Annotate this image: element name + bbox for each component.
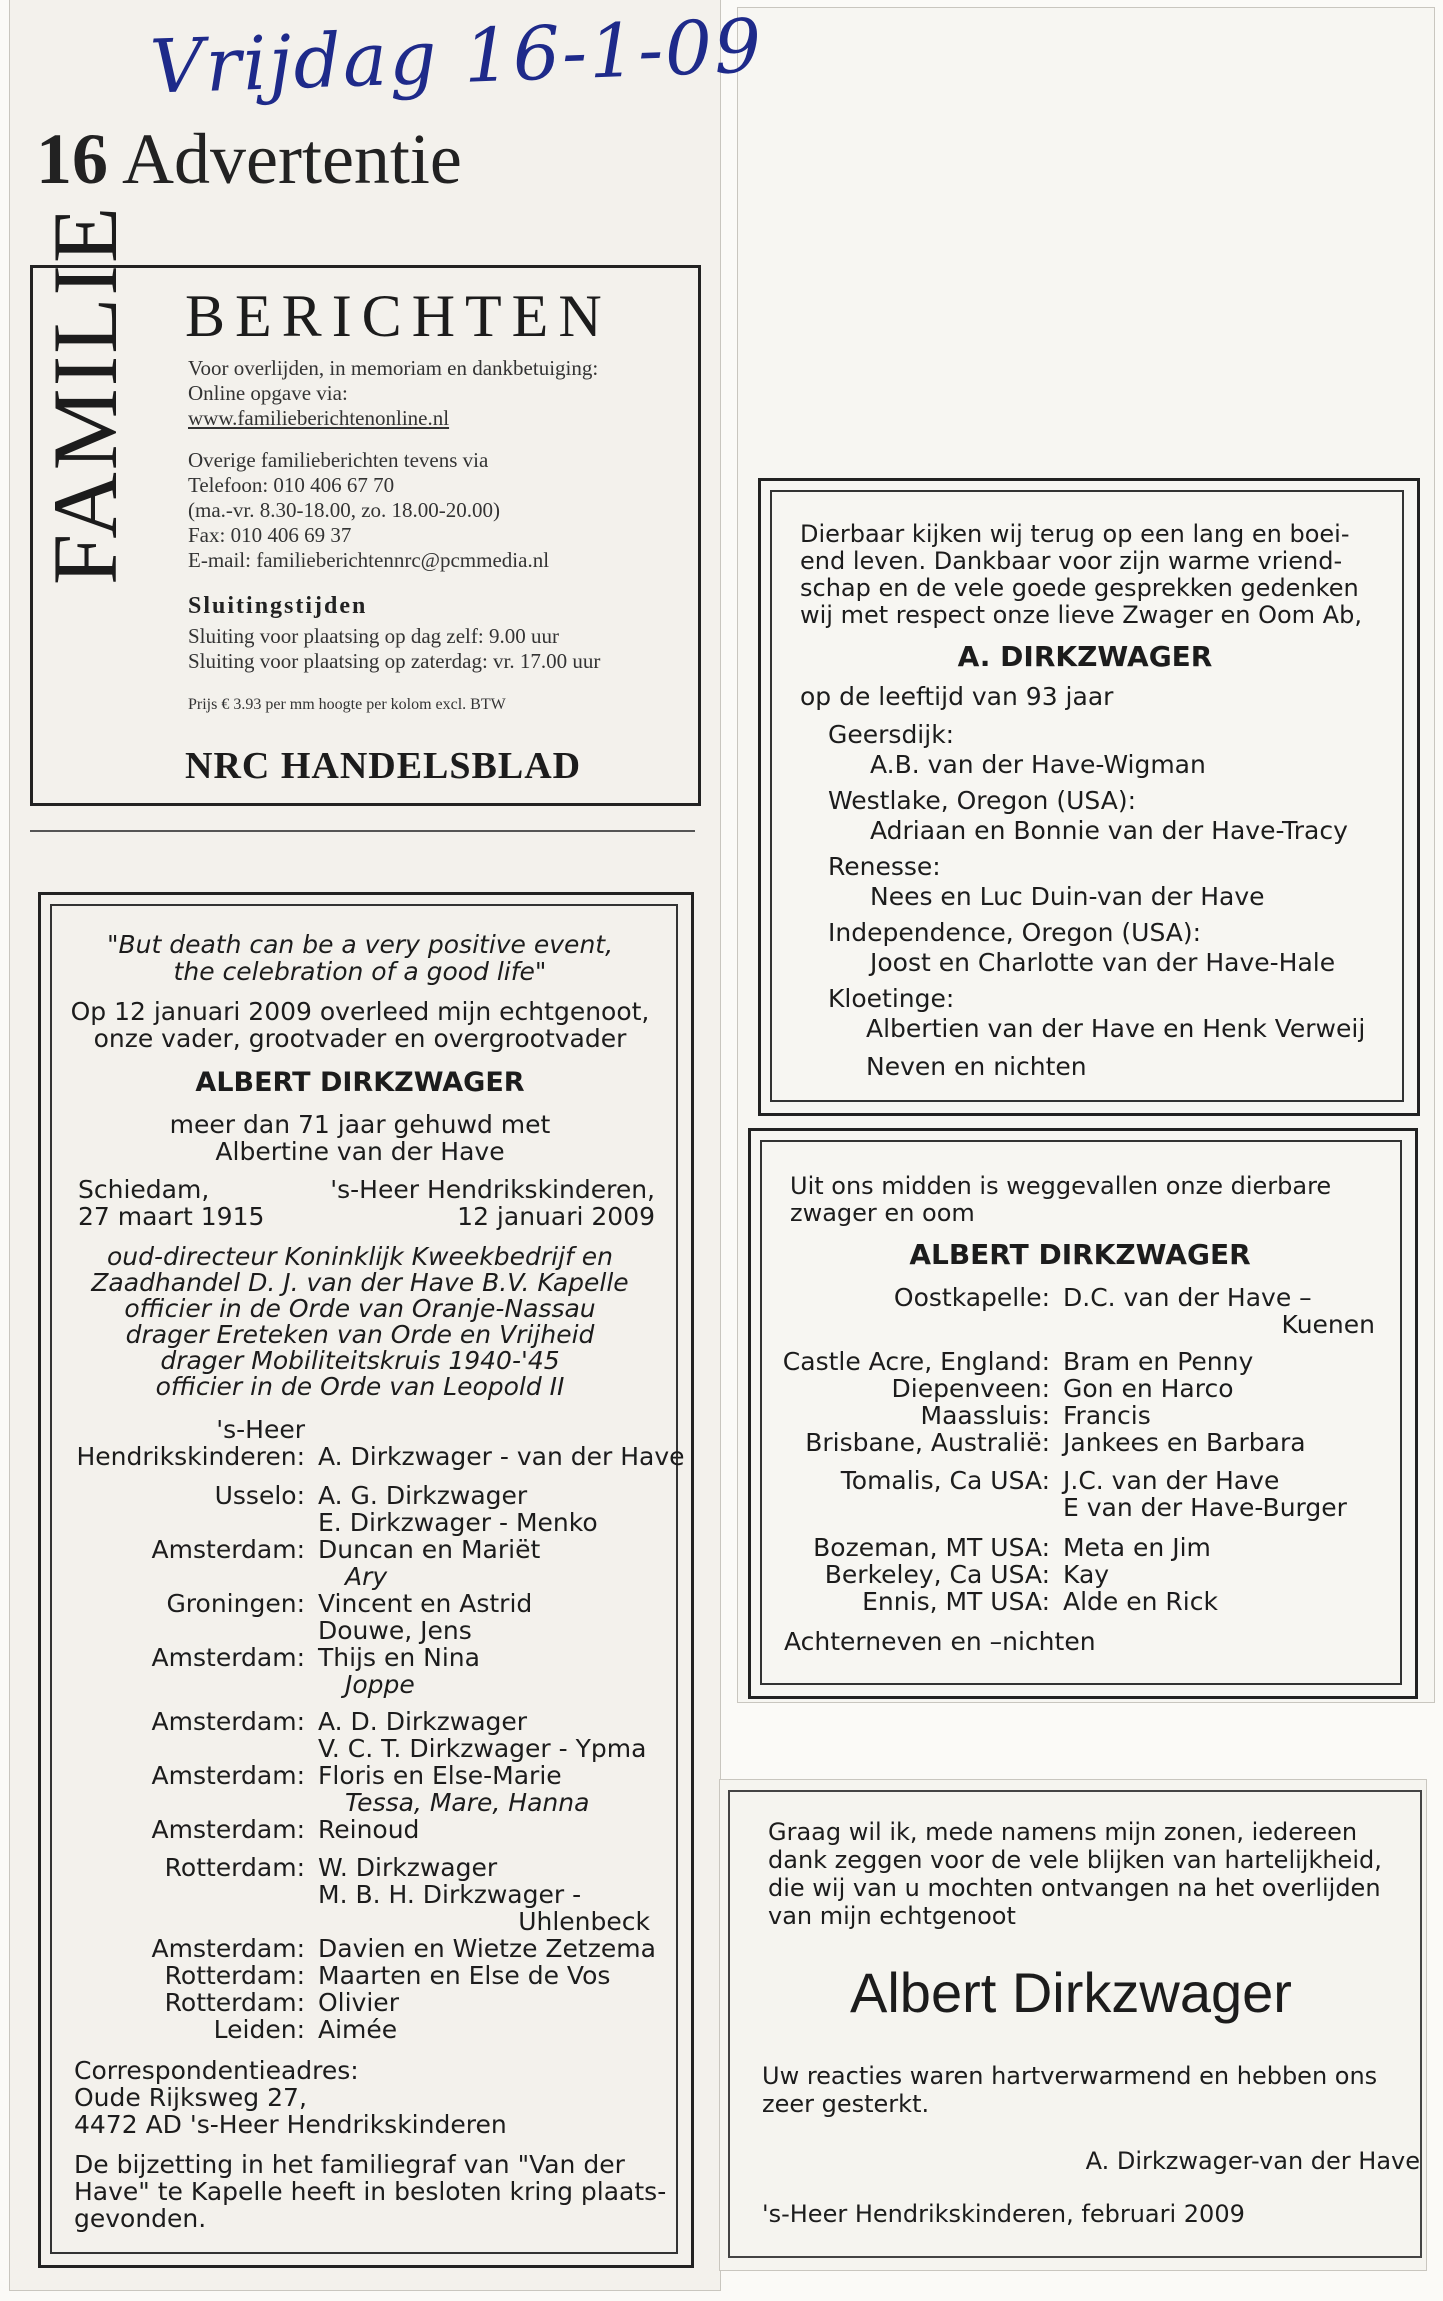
info-line: Online opgave via:: [188, 381, 348, 405]
intro-line: schap en de vele goede gesprekken gedenken: [800, 574, 1359, 602]
title-line: oud-directeur Koninklijk Kweekbedrijf en: [106, 1242, 614, 1271]
family-names: Olivier: [318, 1988, 399, 2017]
price-line: Prijs € 3.93 per mm hoogte per kolom excl. BTW: [188, 696, 506, 713]
family-place: Westlake, Oregon (USA):: [828, 786, 1136, 815]
family-place: Berkeley, Ca USA:: [824, 1560, 1050, 1589]
birth-place: Schiedam,: [78, 1175, 210, 1204]
signature: A. Dirkzwager-van der Have: [1085, 2147, 1420, 2175]
family-place: Groningen:: [166, 1589, 305, 1618]
family-place: Tomalis, Ca USA:: [840, 1466, 1050, 1495]
family-names: Davien en Wietze Zetzema: [318, 1934, 656, 1963]
family-names: Bram en Penny: [1063, 1347, 1254, 1376]
closing-line: Achterneven en –nichten: [784, 1627, 1096, 1656]
family-names: Aimée: [318, 2015, 398, 2044]
family-names: Vincent en Astrid: [318, 1589, 533, 1618]
deceased-name: ALBERT DIRKZWAGER: [195, 1067, 525, 1098]
intro-line: Uit ons midden is weggevallen onze dierbare: [790, 1172, 1332, 1200]
family-grandchildren: Ary: [345, 1562, 388, 1591]
family-names: Douwe, Jens: [318, 1616, 472, 1645]
sluitingstijden-heading: Sluitingstijden: [188, 593, 368, 619]
family-names: Floris en Else-Marie: [318, 1761, 562, 1790]
age-line: op de leeftijd van 93 jaar: [800, 682, 1114, 711]
familie-vertical-title: FAMILIE: [34, 204, 136, 585]
married-line: Albertine van der Have: [215, 1137, 505, 1166]
intro-line: Op 12 januari 2009 overleed mijn echtgenoot,: [70, 997, 650, 1026]
family-names: V. C. T. Dirkzwager - Ypma: [318, 1734, 647, 1763]
family-names: Uhlenbeck: [518, 1907, 650, 1936]
family-names: Joost en Charlotte van der Have-Hale: [870, 948, 1336, 977]
family-names: Duncan en Mariët: [318, 1535, 541, 1564]
family-place: Ennis, MT USA:: [862, 1587, 1050, 1616]
family-names: Reinoud: [318, 1815, 420, 1844]
married-line: meer dan 71 jaar gehuwd met: [169, 1110, 551, 1139]
family-place: Geersdijk:: [828, 720, 955, 749]
family-names: A. D. Dirkzwager: [318, 1707, 528, 1736]
deceased-name: ALBERT DIRKZWAGER: [909, 1238, 1251, 1271]
family-names: A. G. Dirkzwager: [318, 1481, 528, 1510]
family-names: Albertien van der Have en Henk Verweij: [866, 1014, 1366, 1043]
intro-line: Dierbaar kijken wij terug op een lang en boei-: [800, 520, 1350, 548]
family-names: Adriaan en Bonnie van der Have-Tracy: [870, 816, 1348, 845]
family-place: Hendrikskinderen:: [76, 1442, 305, 1471]
body-line: zeer gesterkt.: [762, 2090, 930, 2118]
family-place: Kloetinge:: [828, 984, 955, 1013]
quote-line: the celebration of a good life": [173, 957, 547, 986]
family-grandchildren: Joppe: [345, 1670, 415, 1699]
family-grandchildren: Tessa, Mare, Hanna: [345, 1788, 590, 1817]
family-names: Kay: [1063, 1560, 1110, 1589]
sluiting-line: Sluiting voor plaatsing op dag zelf: 9.00 uur: [188, 624, 559, 648]
title-line: drager Mobiliteitskruis 1940-'45: [160, 1346, 560, 1375]
death-date: 12 januari 2009: [457, 1202, 655, 1231]
family-names: W. Dirkzwager: [318, 1853, 498, 1882]
family-place: Bozeman, MT USA:: [813, 1533, 1050, 1562]
family-names: Thijs en Nina: [318, 1643, 480, 1672]
family-names: J.C. van der Have: [1063, 1466, 1280, 1495]
intro-line: wij met respect onze lieve Zwager en Oom Ab,: [800, 601, 1362, 629]
intro-line: zwager en oom: [790, 1199, 975, 1227]
intro-line: die wij van u mochten ontvangen na het overlijden: [768, 1874, 1381, 1902]
death-place: 's-Heer Hendrikskinderen,: [330, 1175, 655, 1204]
closing-line: De bijzetting in het familiegraf van "Van der: [74, 2150, 625, 2179]
divider: [30, 830, 695, 832]
family-place: Usselo:: [214, 1481, 305, 1510]
family-names: Meta en Jim: [1063, 1533, 1211, 1562]
family-place: Maassluis:: [920, 1401, 1050, 1430]
hours-line: (ma.-vr. 8.30-18.00, zo. 18.00-20.00): [188, 498, 501, 522]
family-names: Kuenen: [1281, 1310, 1375, 1339]
title-line: drager Ereteken van Orde en Vrijheid: [125, 1320, 595, 1349]
intro-line: dank zeggen voor de vele blijken van hartelijkheid,: [768, 1846, 1382, 1874]
email-line[interactable]: E-mail: familieberichtennrc@pcmmedia.nl: [188, 548, 550, 572]
sluiting-line: Sluiting voor plaatsing op zaterdag: vr. 17.00 uur: [188, 649, 601, 673]
family-place: Independence, Oregon (USA):: [828, 918, 1202, 947]
closing-line: Neven en nichten: [866, 1052, 1087, 1081]
intro-line: van mijn echtgenoot: [768, 1902, 1016, 1930]
family-names: E. Dirkzwager - Menko: [318, 1508, 598, 1537]
family-names: Maarten en Else de Vos: [318, 1961, 611, 1990]
title-line: officier in de Orde van Leopold II: [155, 1372, 565, 1401]
family-place: Diepenveen:: [891, 1374, 1050, 1403]
birth-date: 27 maart 1915: [78, 1202, 265, 1231]
body-line: Uw reacties waren hartverwarmend en hebben ons: [762, 2062, 1378, 2090]
title-line: officier in de Orde van Oranje-Nassau: [124, 1294, 596, 1323]
family-place: Amsterdam:: [151, 1761, 305, 1790]
section-title: Advertentie: [122, 119, 462, 199]
family-place: Castle Acre, England:: [782, 1347, 1050, 1376]
deceased-name: Albert Dirkzwager: [850, 1961, 1292, 2024]
fax-line: Fax: 010 406 69 37: [188, 523, 352, 547]
closing-line: gevonden.: [74, 2204, 207, 2233]
address-line: Oude Rijksweg 27,: [74, 2083, 307, 2112]
family-names: Nees en Luc Duin-van der Have: [870, 882, 1265, 911]
family-place: Brisbane, Australië:: [805, 1428, 1050, 1457]
family-place: Oostkapelle:: [893, 1283, 1050, 1312]
phone-line: Telefoon: 010 406 67 70: [188, 473, 395, 497]
family-names: A. Dirkzwager - van der Have: [318, 1442, 685, 1471]
deceased-name: A. DIRKZWAGER: [957, 640, 1213, 673]
family-place: Rotterdam:: [164, 1961, 305, 1990]
address-line: 4472 AD 's-Heer Hendrikskinderen: [74, 2110, 507, 2139]
quote-line: "But death can be a very positive event,: [106, 930, 614, 959]
family-place: Renesse:: [828, 852, 941, 881]
family-place: Amsterdam:: [151, 1934, 305, 1963]
page-number: 16: [36, 119, 108, 199]
intro-line: onze vader, grootvader en overgrootvader: [93, 1024, 627, 1053]
page-header: [36, 118, 462, 201]
family-names: Jankees en Barbara: [1063, 1428, 1306, 1457]
family-names: Alde en Rick: [1063, 1587, 1218, 1616]
family-place: Rotterdam:: [164, 1853, 305, 1882]
place-date: 's-Heer Hendrikskinderen, februari 2009: [762, 2200, 1245, 2228]
website-link[interactable]: www.familieberichtenonline.nl: [188, 406, 450, 430]
intro-line: Graag wil ik, mede namens mijn zonen, iedereen: [768, 1818, 1358, 1846]
family-place: Rotterdam:: [164, 1988, 305, 2017]
closing-line: Have" te Kapelle heeft in besloten kring plaats-: [74, 2177, 667, 2206]
info-line: Overige familieberichten tevens via: [188, 448, 489, 472]
intro-line: end leven. Dankbaar voor zijn warme vriend-: [800, 547, 1343, 575]
family-names: M. B. H. Dirkzwager -: [318, 1880, 582, 1909]
address-line: Correspondentieadres:: [74, 2056, 359, 2085]
family-names: Gon en Harco: [1063, 1374, 1234, 1403]
nrc-handelsblad-logo: NRC HANDELSBLAD: [185, 745, 582, 787]
family-names: E van der Have-Burger: [1063, 1493, 1347, 1522]
family-names: D.C. van der Have –: [1063, 1283, 1312, 1312]
family-place: Amsterdam:: [151, 1707, 305, 1736]
family-place: Amsterdam:: [151, 1535, 305, 1564]
info-line: Voor overlijden, in memoriam en dankbetuiging:: [188, 356, 599, 380]
family-place: Amsterdam:: [151, 1815, 305, 1844]
berichten-title: BERICHTEN: [185, 283, 612, 349]
family-place: Leiden:: [213, 2015, 305, 2044]
family-place: 's-Heer: [216, 1415, 305, 1444]
title-line: Zaadhandel D. J. van der Have B.V. Kapelle: [91, 1268, 629, 1297]
family-place: Amsterdam:: [151, 1643, 305, 1672]
family-names: Francis: [1063, 1401, 1151, 1430]
family-names: A.B. van der Have-Wigman: [870, 750, 1206, 779]
handwritten-date: Vrijdag 16-1-09: [148, 3, 765, 111]
